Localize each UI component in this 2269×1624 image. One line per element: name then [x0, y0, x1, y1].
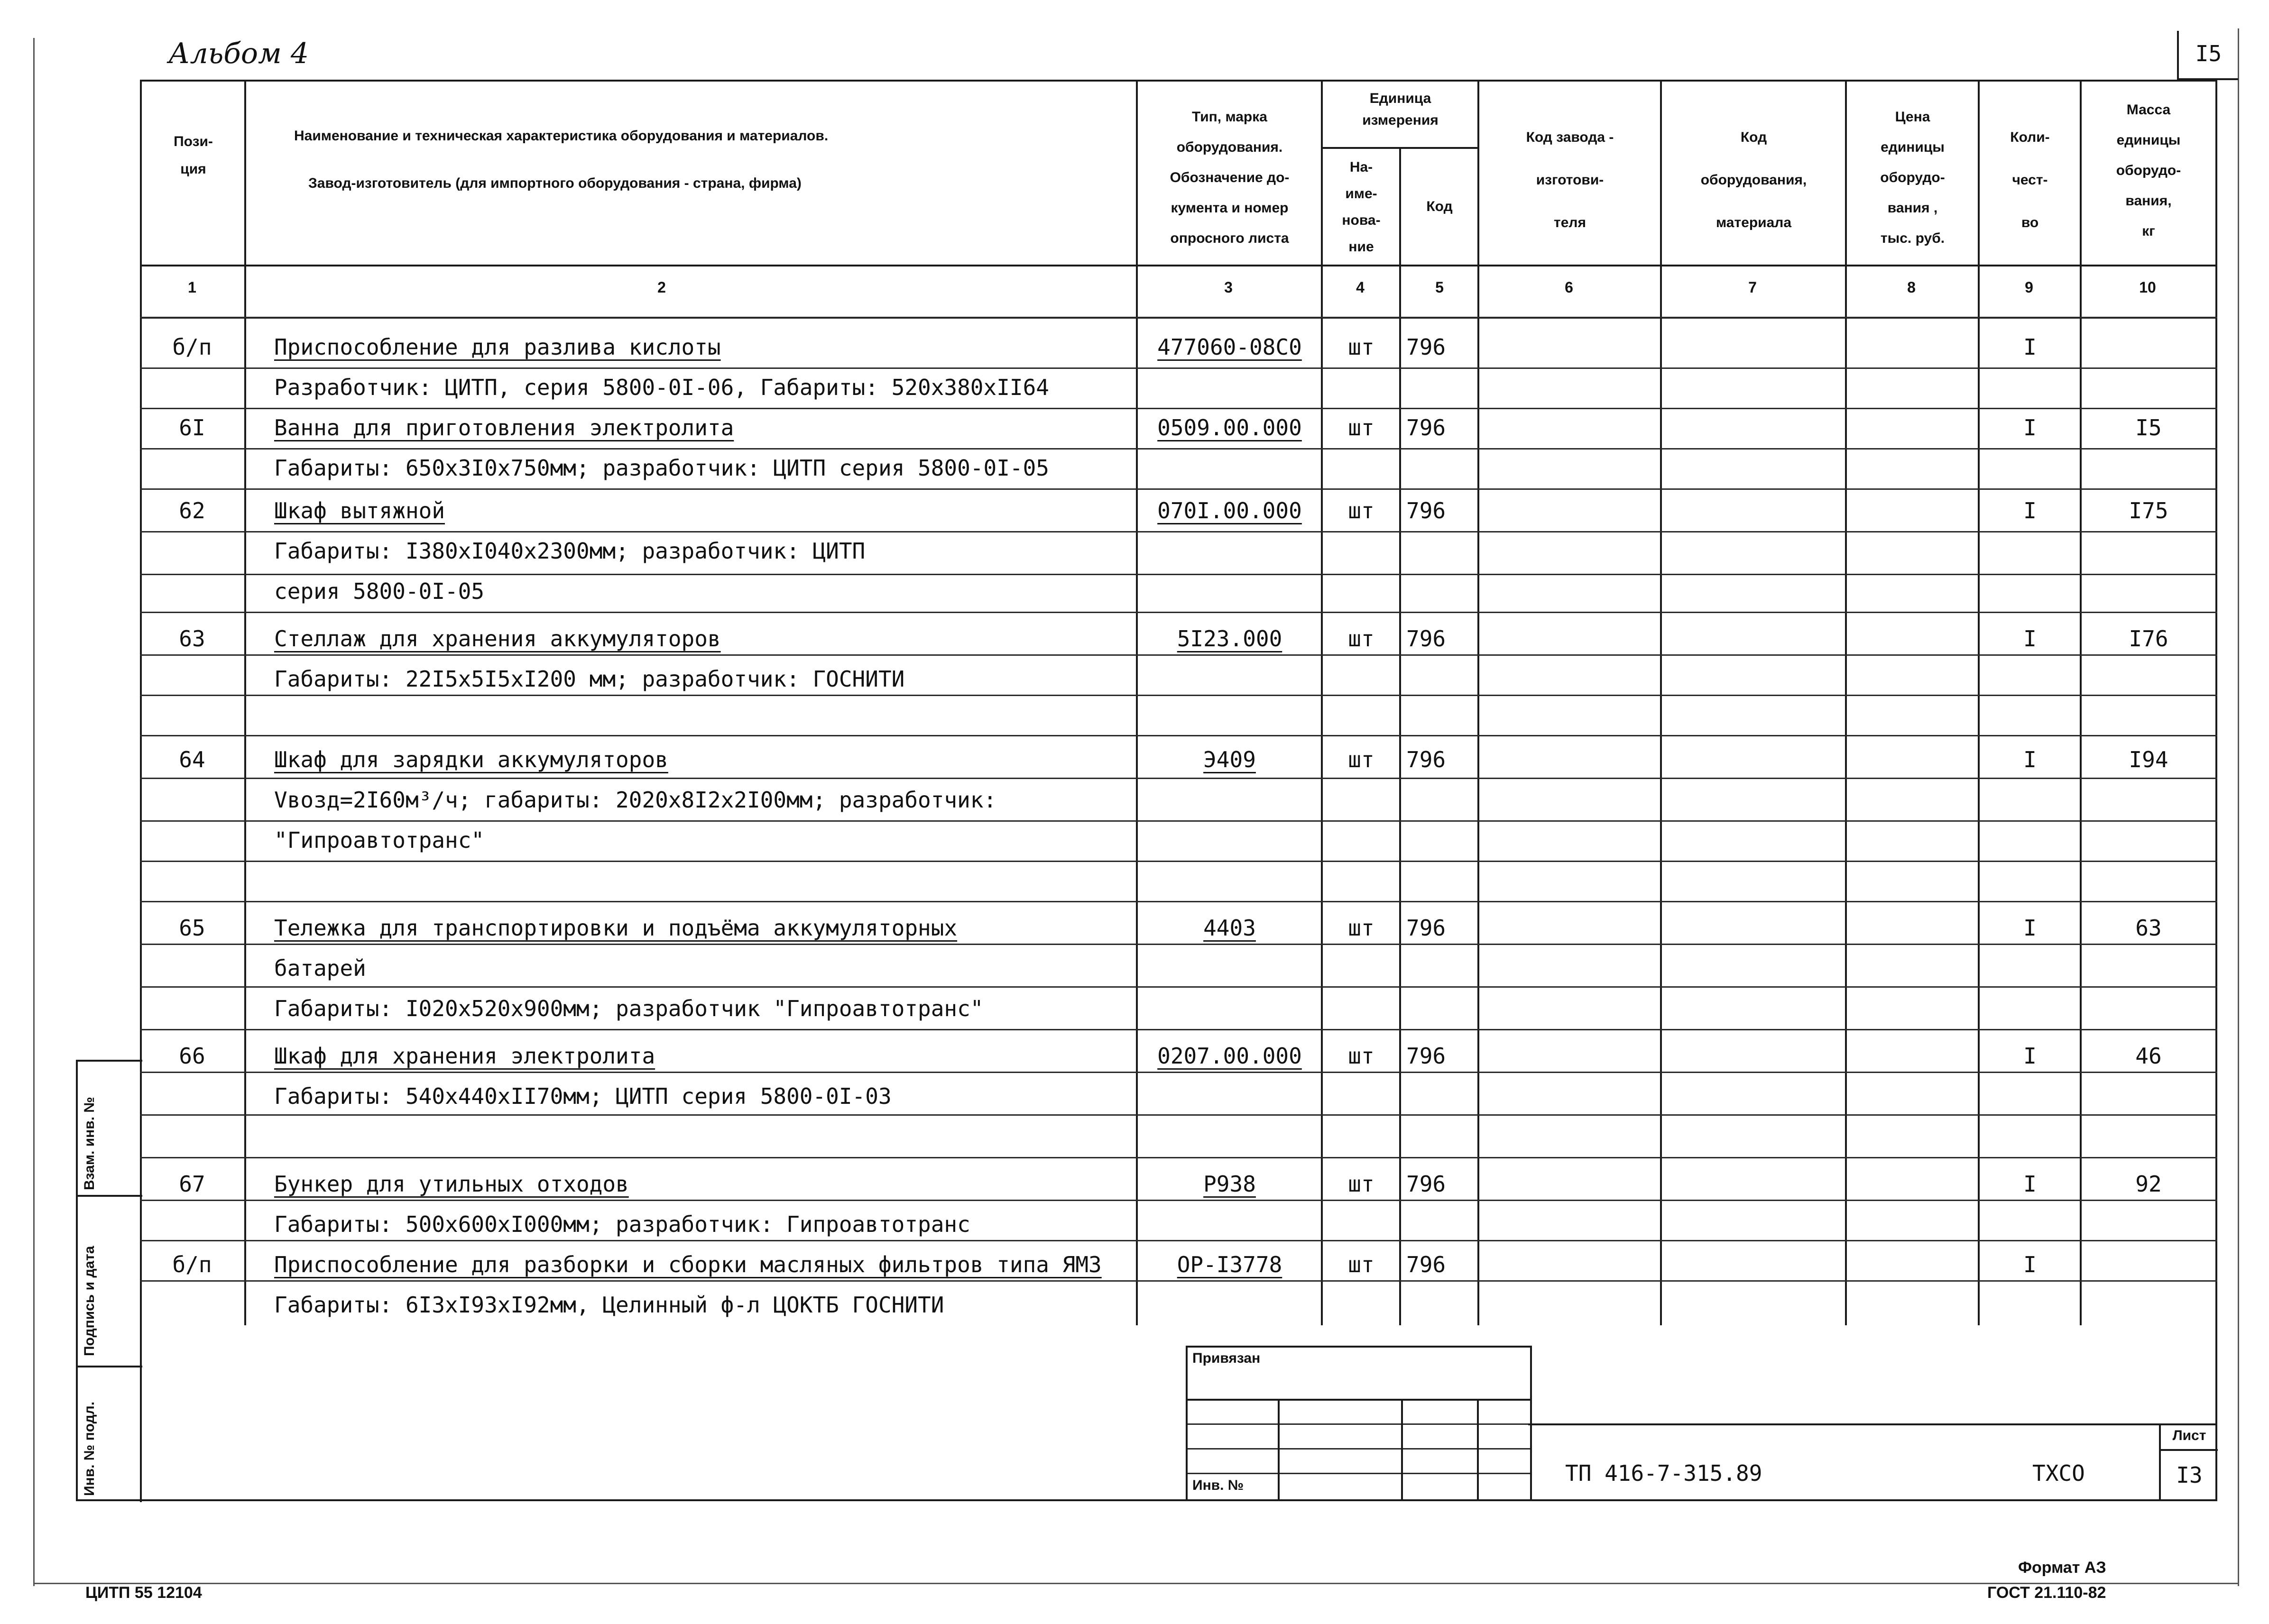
type-cell: 0207.00.000 [1157, 1043, 1302, 1069]
position-cell: б/п [172, 334, 212, 360]
header-col10: Масса единицы оборудо- вания, кг [2116, 102, 2181, 239]
colnum-3: 3 [1224, 279, 1233, 296]
row-divider [140, 861, 2217, 862]
footer-left-code: ЦИТП 55 12104 [85, 1584, 202, 1602]
header-col1: Пози- ция [174, 134, 213, 177]
frame-right [2215, 80, 2217, 1500]
col-line-8 [1978, 80, 1980, 1325]
unit-cell: шт [1348, 334, 1374, 360]
bound-vline-1 [1278, 1399, 1280, 1500]
header-col6: Код завода - изготови- теля [1526, 129, 1614, 230]
frame-bottom [76, 1499, 2217, 1501]
frame-top [140, 80, 2217, 82]
row-divider [140, 735, 2217, 736]
colnum-5: 5 [1435, 279, 1444, 296]
side-label-replace-inv: Взам. инв. № [82, 1097, 97, 1190]
name-cell: Стеллаж для хранения аккумуляторов [274, 626, 721, 651]
qty-cell: I [2023, 1252, 2037, 1277]
bound-vline-3 [1477, 1399, 1479, 1500]
unit-cell: шт [1348, 415, 1374, 440]
header-col5: Код [1426, 199, 1453, 214]
colnum-10: 10 [2139, 279, 2156, 296]
col-line-2 [1136, 80, 1138, 1325]
colnum-7: 7 [1748, 279, 1757, 296]
code-cell: 796 [1406, 626, 1446, 651]
type-cell: 070I.00.000 [1157, 498, 1302, 523]
row-divider [140, 986, 2217, 988]
header-col45-top: Единица измерения [1362, 91, 1439, 128]
qty-cell: I [2023, 498, 2037, 523]
name-cell: Габариты: I020х520х900мм; разработчик "Гипроавтотранс" [274, 996, 984, 1021]
code-cell: 796 [1406, 1043, 1446, 1069]
qty-cell: I [2023, 415, 2037, 440]
col-line-6 [1660, 80, 1662, 1325]
row-divider [140, 901, 2217, 902]
row-divider [140, 1280, 2217, 1282]
name-cell: батарей [274, 955, 366, 981]
mass-cell: I76 [2129, 626, 2168, 651]
header-col3: Тип, марка оборудования. Обозначение до- кумента и номер опросного листа [1170, 109, 1290, 246]
unit-cell: шт [1348, 498, 1374, 523]
row-divider [140, 488, 2217, 490]
name-cell: Габариты: 22I5х5I5хI200 мм; разработчик: ГОСНИТИ [274, 666, 905, 692]
unit-cell: шт [1348, 915, 1374, 941]
qty-cell: I [2023, 915, 2037, 941]
code-cell: 796 [1406, 747, 1446, 772]
mass-cell: 92 [2135, 1171, 2162, 1197]
row-divider [140, 1240, 2217, 1241]
code-cell: 796 [1406, 498, 1446, 523]
qty-cell: I [2023, 1171, 2037, 1197]
col-line-7 [1845, 80, 1847, 1325]
name-cell: Vвозд=2I60м³/ч; габариты: 2020х8I2х2I00мм; разработчик: [274, 787, 997, 813]
name-cell: Бункер для утильных отходов [274, 1171, 629, 1197]
colnum-8: 8 [1907, 279, 1916, 296]
side-label-inv-original: Инв. № подл. [82, 1401, 97, 1496]
document-mark: ТХСО [2032, 1460, 2085, 1486]
header-col2: Наименование и техническая характеристика оборудования и материалов. Завод-изготовитель (для импортного оборудования - страна, фирма) [294, 128, 829, 191]
code-cell: 796 [1406, 1171, 1446, 1197]
row-divider [140, 1157, 2217, 1158]
colnum-9: 9 [2025, 279, 2033, 296]
mass-cell: I94 [2129, 747, 2168, 772]
side-strip-left [76, 1060, 78, 1501]
header-col9: Коли- чест- во [2010, 129, 2050, 230]
name-cell: Ванна для приготовления электролита [274, 415, 734, 440]
code-cell: 796 [1406, 1252, 1446, 1277]
code-cell: 796 [1406, 915, 1446, 941]
name-cell: Разработчик: ЦИТП, серия 5800-0I-06, Габариты: 520х380хII64 [274, 375, 1049, 400]
type-cell: 4403 [1203, 915, 1256, 941]
col-line-1 [244, 80, 246, 1325]
frame-left [140, 80, 142, 1502]
row-divider [140, 944, 2217, 945]
type-cell: Р938 [1203, 1171, 1256, 1197]
type-cell: 0509.00.000 [1157, 415, 1302, 440]
row-divider [140, 1114, 2217, 1116]
name-cell: Габариты: 540х440хII70мм; ЦИТП серия 5800-0I-03 [274, 1083, 892, 1109]
name-cell: "Гипроавтотранс" [274, 827, 485, 853]
type-cell: 477060-08С0 [1157, 334, 1302, 360]
colnum-4: 4 [1356, 279, 1365, 296]
name-cell: Габариты: 650х3I0х750мм; разработчик: ЦИТП серия 5800-0I-05 [274, 455, 1049, 481]
header-col8: Цена единицы оборудо- вания , тыс. руб. [1880, 109, 1945, 246]
type-cell: 5I23.000 [1177, 626, 1282, 651]
name-cell: Габариты: 6I3хI93хI92мм, Целинный ф-л ЦОКТБ ГОСНИТИ [274, 1292, 944, 1318]
row-divider [140, 778, 2217, 779]
album-title: Альбом 4 [168, 37, 309, 70]
doc-code: ТП 416-7-315.89 [1565, 1460, 1762, 1486]
unit-cell: шт [1348, 1043, 1374, 1069]
row-divider [140, 367, 2217, 369]
sheet-left-border [33, 38, 35, 1586]
row-divider [140, 317, 2217, 318]
page-number-box [2177, 31, 2238, 80]
colnum-2: 2 [657, 279, 666, 296]
position-cell: б/п [172, 1252, 212, 1277]
position-cell: 66 [179, 1043, 205, 1069]
header-bottom-line [140, 265, 2217, 266]
name-cell: Шкаф для зарядки аккумуляторов [274, 747, 668, 772]
name-cell: Шкаф вытяжной [274, 498, 445, 523]
code-cell: 796 [1406, 334, 1446, 360]
side-strip-div1 [76, 1195, 142, 1197]
sheet-bottom-border [33, 1583, 2239, 1584]
title-block-top [1528, 1423, 2216, 1425]
qty-cell: I [2023, 1043, 2037, 1069]
header-col7: Код оборудования, материала [1700, 129, 1807, 230]
sheet-box [2159, 1423, 2218, 1499]
page-number: I5 [2195, 41, 2222, 66]
name-cell: Габариты: 500х600хI000мм; разработчик: Гипроавтотранс [274, 1211, 970, 1237]
name-cell: Приспособление для разлива кислоты [274, 334, 721, 360]
qty-cell: I [2023, 626, 2037, 651]
row-divider [140, 695, 2217, 696]
col-line-9 [2080, 80, 2082, 1325]
name-cell: Приспособление для разборки и сборки масляных фильтров типа ЯМЗ [274, 1252, 1102, 1277]
bound-label: Привязан [1192, 1350, 1261, 1366]
row-divider [140, 820, 2217, 822]
row-divider [140, 408, 2217, 409]
unit-cell: шт [1348, 1252, 1374, 1277]
name-cell: серия 5800-0I-05 [274, 578, 485, 604]
row-divider [140, 1072, 2217, 1073]
qty-cell: I [2023, 747, 2037, 772]
col-line-5 [1477, 80, 1479, 1325]
position-cell: 63 [179, 626, 205, 651]
type-cell: ОР-I3778 [1177, 1252, 1282, 1277]
code-cell: 796 [1406, 415, 1446, 440]
col-line-3 [1321, 80, 1323, 1325]
name-cell: Тележка для транспортировки и подъёма аккумуляторных [274, 915, 958, 941]
position-cell: 6I [179, 415, 205, 440]
row-divider [140, 574, 2217, 575]
mass-cell: I5 [2135, 415, 2162, 440]
unit-cell: шт [1348, 1171, 1374, 1197]
type-cell: Э409 [1203, 747, 1256, 772]
bound-vline-2 [1401, 1399, 1403, 1500]
colnum-1: 1 [188, 279, 196, 296]
mass-cell: I75 [2129, 498, 2168, 523]
row-divider [140, 654, 2217, 656]
row-divider [140, 448, 2217, 450]
qty-cell: I [2023, 334, 2037, 360]
name-cell: Габариты: I380хI040х2300мм; разработчик: ЦИТП [274, 538, 866, 564]
position-cell: 67 [179, 1171, 205, 1197]
header-col4: На- име- нова- ние [1342, 159, 1381, 255]
inv-no-label: Инв. № [1192, 1477, 1244, 1493]
side-strip-div2 [76, 1366, 142, 1367]
unit-cell: шт [1348, 747, 1374, 772]
bound-stamp [1186, 1346, 1532, 1500]
footer-format: Формат АЗ [2018, 1559, 2106, 1577]
row-divider [140, 612, 2217, 613]
sheet-right-border [2238, 28, 2239, 1586]
unit-cell: шт [1348, 626, 1374, 651]
unit-subheader-line [1321, 147, 1479, 149]
row-divider [140, 1200, 2217, 1201]
mass-cell: 63 [2135, 915, 2162, 941]
position-cell: 62 [179, 498, 205, 523]
position-cell: 65 [179, 915, 205, 941]
position-cell: 64 [179, 747, 205, 772]
sheet-label: Лист [2172, 1428, 2206, 1443]
sheet-divider [2161, 1449, 2218, 1451]
row-divider [140, 531, 2217, 532]
row-divider [140, 1029, 2217, 1030]
sheet-number: I3 [2176, 1462, 2203, 1488]
side-strip-top [76, 1060, 142, 1062]
colnum-6: 6 [1565, 279, 1573, 296]
name-cell: Шкаф для хранения электролита [274, 1043, 655, 1069]
side-label-signature-date: Подпись и дата [82, 1246, 97, 1356]
mass-cell: 46 [2135, 1043, 2162, 1069]
footer-gost: ГОСТ 21.110-82 [1987, 1584, 2106, 1602]
